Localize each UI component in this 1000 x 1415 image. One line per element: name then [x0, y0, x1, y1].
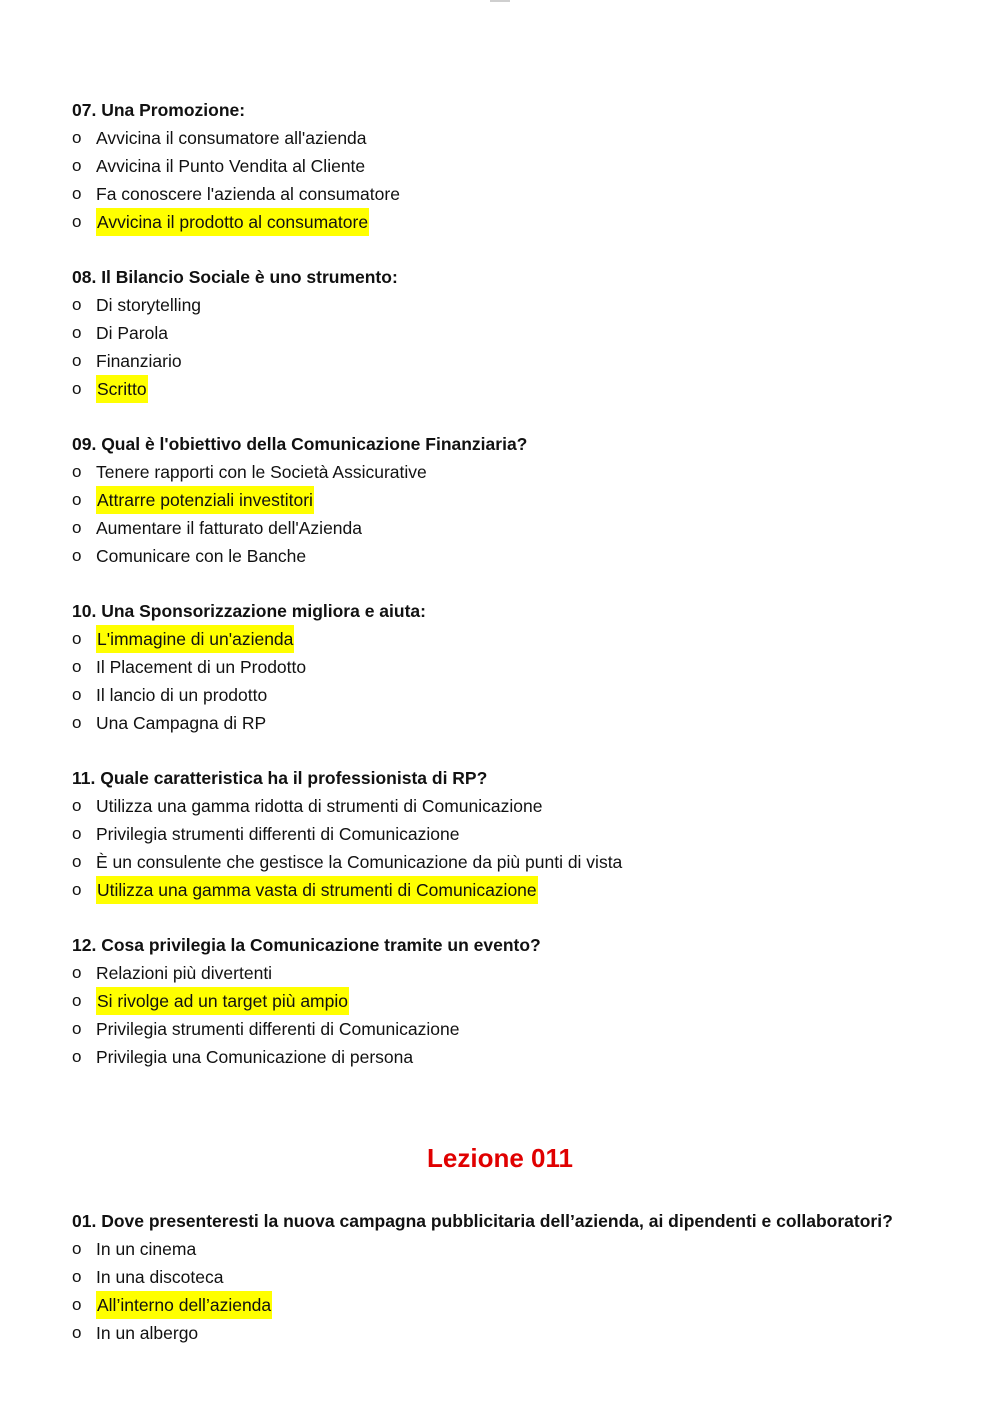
correct-answer-highlight: Scritto: [96, 375, 148, 403]
lesson-question-01: [72, 1207, 952, 1347]
answer-text: Comunicare con le Banche: [96, 546, 307, 566]
bullet-icon: o: [72, 796, 82, 815]
answer-option: [72, 653, 952, 681]
question-title: 10. Una Sponsorizzazione migliora e aiuta:: [72, 601, 426, 621]
bullet-icon: o: [72, 824, 82, 843]
bullet-icon: o: [72, 1239, 82, 1258]
answer-option: [72, 1235, 952, 1263]
answer-text: Finanziario: [96, 351, 182, 371]
answer-text: Di storytelling: [96, 295, 202, 315]
bullet-icon: o: [72, 991, 82, 1010]
bullet-icon: o: [72, 295, 82, 314]
answer-option-correct: [72, 1291, 952, 1319]
answer-option: [72, 848, 952, 876]
question-07: [72, 96, 952, 236]
answer-text: Il Placement di un Prodotto: [96, 657, 307, 677]
answer-text: In un albergo: [96, 1323, 199, 1343]
answer-option: [72, 1015, 952, 1043]
answer-option: [72, 959, 952, 987]
bullet-icon: o: [72, 963, 82, 982]
answer-text: Aumentare il fatturato dell'Azienda: [96, 518, 362, 538]
bullet-icon: o: [72, 1295, 82, 1314]
lesson-heading: Lezione 011: [427, 1143, 573, 1173]
correct-answer-highlight: All’interno dell’azienda: [96, 1291, 272, 1319]
answer-option: [72, 347, 952, 375]
answer-option-correct: [72, 876, 952, 904]
answer-text: Una Campagna di RP: [96, 713, 267, 733]
answer-option: [72, 542, 952, 570]
bullet-icon: o: [72, 657, 82, 676]
answer-option: [72, 458, 952, 486]
answer-option-correct: [72, 987, 952, 1015]
bullet-icon: o: [72, 128, 82, 147]
answer-text: Privilegia strumenti differenti di Comunicazione: [96, 1019, 460, 1039]
question-12: [72, 931, 952, 1071]
answer-text: Privilegia una Comunicazione di persona: [96, 1047, 414, 1067]
correct-answer-highlight: Avvicina il prodotto al consumatore: [96, 208, 369, 236]
answer-option: [72, 180, 952, 208]
question-08: [72, 263, 952, 403]
answer-text: In una discoteca: [96, 1267, 224, 1287]
answer-option: [72, 681, 952, 709]
bullet-icon: o: [72, 323, 82, 342]
answer-option: [72, 709, 952, 737]
question-title: 07. Una Promozione:: [72, 100, 246, 120]
answer-option-correct: [72, 486, 952, 514]
answer-text: Di Parola: [96, 323, 168, 343]
bullet-icon: o: [72, 184, 82, 203]
answer-text: È un consulente che gestisce la Comunicazione da più punti di vista: [96, 852, 623, 872]
bullet-icon: o: [72, 1019, 82, 1038]
answer-text: Tenere rapporti con le Società Assicurative: [96, 462, 427, 482]
answer-option: [72, 291, 952, 319]
question-title: 09. Qual è l'obiettivo della Comunicazione Finanziaria?: [72, 434, 528, 454]
bullet-icon: o: [72, 379, 82, 398]
answer-option: [72, 152, 952, 180]
bullet-icon: o: [72, 1323, 82, 1342]
answer-option: [72, 820, 952, 848]
question-11: [72, 764, 952, 904]
correct-answer-highlight: Utilizza una gamma vasta di strumenti di Comunicazione: [96, 876, 538, 904]
answer-text: Fa conoscere l'azienda al consumatore: [96, 184, 400, 204]
question-09: [72, 430, 952, 570]
answer-option: [72, 319, 952, 347]
bullet-icon: o: [72, 518, 82, 537]
bullet-icon: o: [72, 490, 82, 509]
correct-answer-highlight: Si rivolge ad un target più ampio: [96, 987, 349, 1015]
bullet-icon: o: [72, 1047, 82, 1066]
bullet-icon: o: [72, 462, 82, 481]
bullet-icon: o: [72, 852, 82, 871]
bullet-icon: o: [72, 629, 82, 648]
answer-text: Avvicina il Punto Vendita al Cliente: [96, 156, 366, 176]
answer-text: In un cinema: [96, 1239, 197, 1259]
answer-text: Avvicina il consumatore all'azienda: [96, 128, 367, 148]
answer-option: [72, 1043, 952, 1071]
bullet-icon: o: [72, 713, 82, 732]
bullet-icon: o: [72, 685, 82, 704]
question-title: 01. Dove presenteresti la nuova campagna pubblicitaria dell’azienda, ai dipendenti e collaboratori?: [72, 1211, 893, 1231]
answer-option: [72, 124, 952, 152]
answer-text: Utilizza una gamma ridotta di strumenti di Comunicazione: [96, 796, 543, 816]
answer-option-correct: [72, 375, 952, 403]
question-title: 11. Quale caratteristica ha il professionista di RP?: [72, 768, 488, 788]
answer-option-correct: [72, 625, 952, 653]
answer-text: Relazioni più divertenti: [96, 963, 273, 983]
bullet-icon: o: [72, 1267, 82, 1286]
answer-option: [72, 1319, 952, 1347]
question-title: 12. Cosa privilegia la Comunicazione tramite un evento?: [72, 935, 541, 955]
bullet-icon: o: [72, 880, 82, 899]
question-10: [72, 597, 952, 737]
question-title: 08. Il Bilancio Sociale è uno strumento:: [72, 267, 398, 287]
bullet-icon: o: [72, 351, 82, 370]
answer-text: Il lancio di un prodotto: [96, 685, 268, 705]
correct-answer-highlight: L'immagine di un'azienda: [96, 625, 294, 653]
bullet-icon: o: [72, 546, 82, 565]
answer-option: [72, 792, 952, 820]
answer-option-correct: [72, 208, 952, 236]
answer-option: [72, 1263, 952, 1291]
answer-text: Privilegia strumenti differenti di Comunicazione: [96, 824, 460, 844]
bullet-icon: o: [72, 212, 82, 231]
bullet-icon: o: [72, 156, 82, 175]
correct-answer-highlight: Attrarre potenziali investitori: [96, 486, 314, 514]
page-top-mark: [490, 0, 510, 2]
answer-option: [72, 514, 952, 542]
